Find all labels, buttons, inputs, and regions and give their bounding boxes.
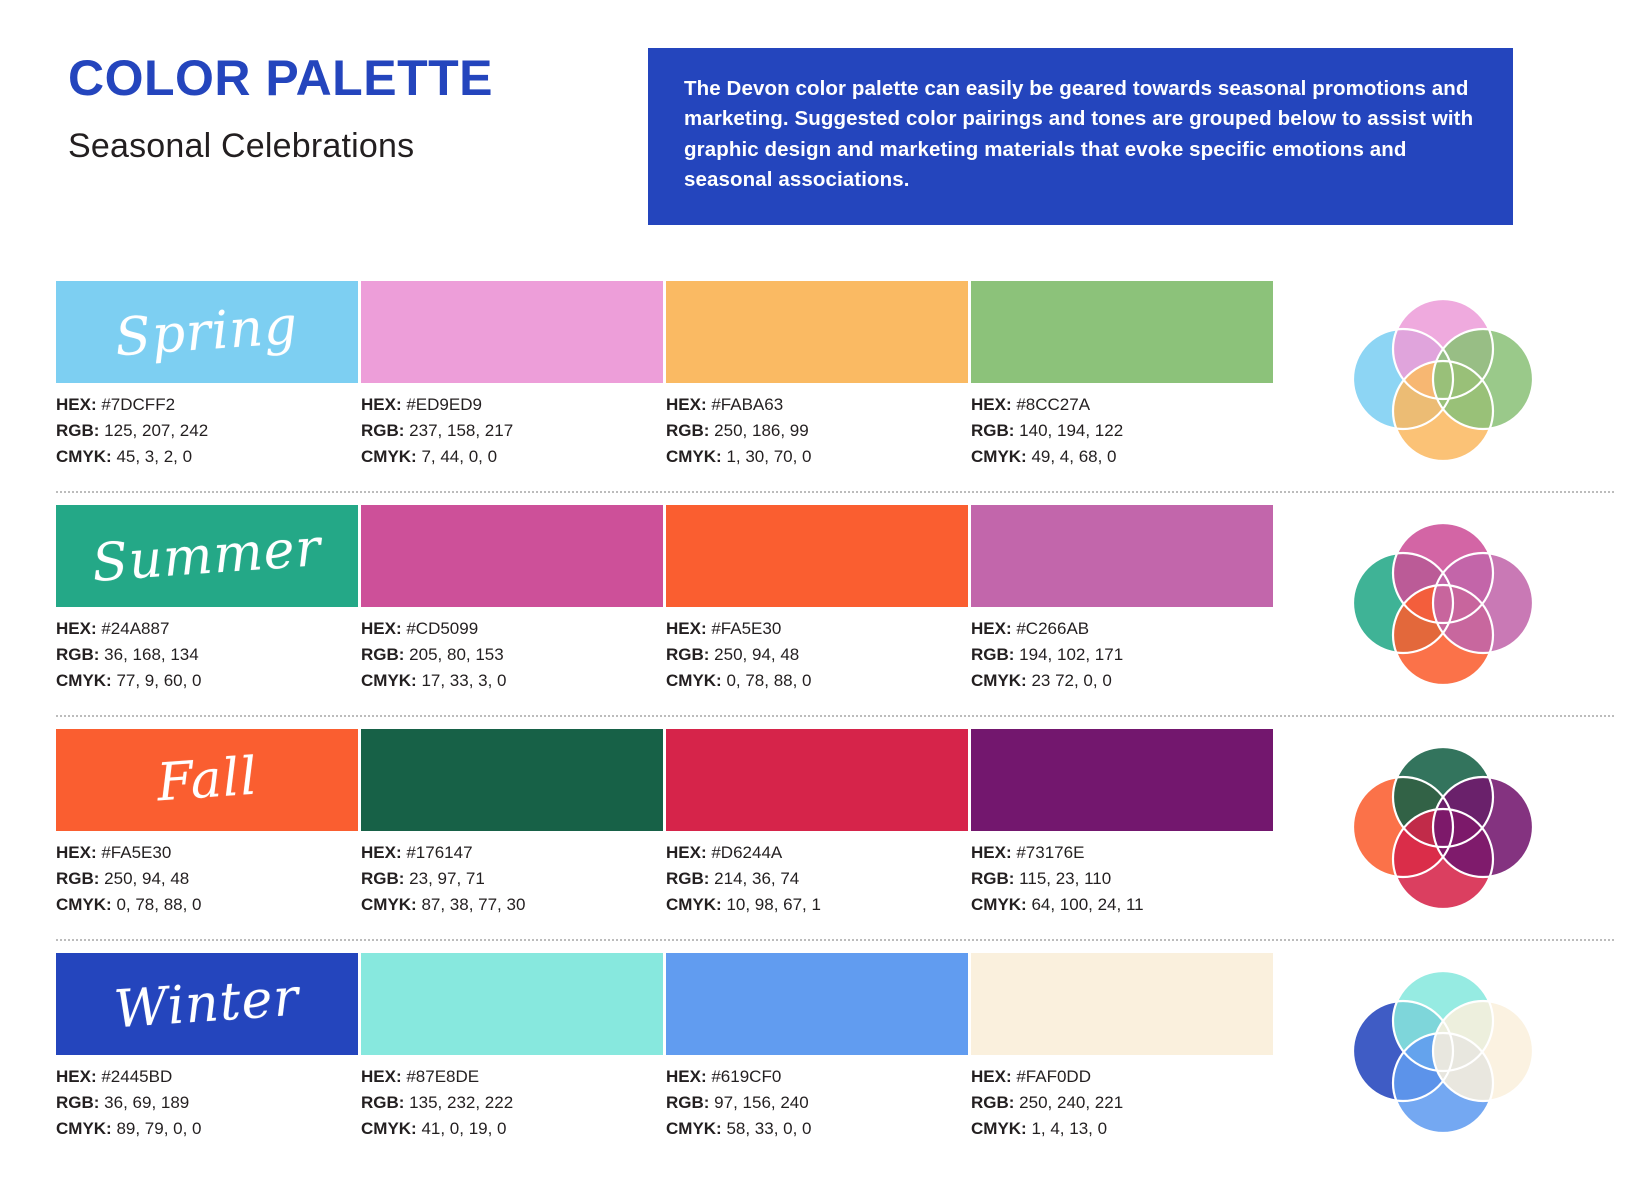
swatch-meta bbox=[666, 392, 968, 469]
swatch-hex: HEX: #FAF0DD bbox=[971, 1067, 1091, 1087]
swatch-cell[interactable] bbox=[56, 505, 358, 693]
intro-text: The Devon color palette can easily be geared towards seasonal promotions and marketing. Suggested color pairings and tones are grouped below to assist with graphic design and marketing materials that evoke specific emotions and seasonal associations. bbox=[684, 77, 1474, 191]
swatch-hex: HEX: #C266AB bbox=[971, 619, 1090, 639]
swatch-hex: HEX: #7DCFF2 bbox=[56, 395, 176, 415]
swatch-cell[interactable] bbox=[666, 281, 968, 469]
swatch-cmyk: CMYK: 23 72, 0, 0 bbox=[971, 670, 1112, 690]
swatch-cell[interactable] bbox=[971, 281, 1273, 469]
swatch-cmyk: CMYK: 1, 30, 70, 0 bbox=[666, 446, 812, 466]
swatch-hex: HEX: #FA5E30 bbox=[56, 843, 172, 863]
swatch-cmyk: CMYK: 0, 78, 88, 0 bbox=[56, 894, 202, 914]
swatch-rgb: RGB: 237, 158, 217 bbox=[361, 421, 514, 441]
palette-rows bbox=[0, 269, 1652, 1163]
swatch-rgb: RGB: 36, 69, 189 bbox=[56, 1093, 190, 1113]
color-swatch[interactable] bbox=[971, 505, 1273, 607]
venn-diagram-0 bbox=[1331, 281, 1559, 481]
color-swatch[interactable] bbox=[666, 281, 968, 383]
swatch-hex: HEX: #619CF0 bbox=[666, 1067, 782, 1087]
swatch-hex: HEX: #2445BD bbox=[56, 1067, 173, 1087]
swatch-rgb: RGB: 250, 94, 48 bbox=[56, 869, 190, 889]
color-swatch[interactable] bbox=[361, 505, 663, 607]
intro-callout bbox=[648, 48, 1513, 225]
swatch-meta bbox=[56, 840, 358, 917]
color-swatch[interactable] bbox=[971, 281, 1273, 383]
swatch-cmyk: CMYK: 0, 78, 88, 0 bbox=[666, 670, 812, 690]
swatch-cmyk: CMYK: 58, 33, 0, 0 bbox=[666, 1118, 812, 1138]
swatch-hex: HEX: #87E8DE bbox=[361, 1067, 480, 1087]
swatch-hex: HEX: #ED9ED9 bbox=[361, 395, 482, 415]
swatch-meta bbox=[666, 616, 968, 693]
venn-cell bbox=[1276, 281, 1614, 481]
swatch-cell[interactable] bbox=[971, 505, 1273, 693]
swatch-hex: HEX: #FABA63 bbox=[666, 395, 784, 415]
swatch-meta bbox=[361, 1064, 663, 1141]
swatch-cmyk: CMYK: 7, 44, 0, 0 bbox=[361, 446, 498, 466]
title-block bbox=[68, 44, 648, 166]
swatch-cmyk: CMYK: 10, 98, 67, 1 bbox=[666, 894, 821, 914]
swatch-cell[interactable] bbox=[361, 729, 663, 917]
swatch-rgb: RGB: 97, 156, 240 bbox=[666, 1093, 809, 1113]
swatch-cmyk: CMYK: 45, 3, 2, 0 bbox=[56, 446, 193, 466]
swatch-rgb: RGB: 125, 207, 242 bbox=[56, 421, 209, 441]
swatch-hex: HEX: #176147 bbox=[361, 843, 473, 863]
swatch-meta bbox=[971, 392, 1273, 469]
swatch-meta bbox=[971, 616, 1273, 693]
color-swatch[interactable] bbox=[56, 281, 358, 383]
page-subtitle: Seasonal Celebrations bbox=[68, 126, 415, 165]
season-row bbox=[56, 493, 1614, 717]
venn-diagram-1 bbox=[1331, 505, 1559, 705]
swatch-hex: HEX: #FA5E30 bbox=[666, 619, 782, 639]
swatch-meta bbox=[56, 1064, 358, 1141]
venn-cell bbox=[1276, 729, 1614, 929]
swatch-cmyk: CMYK: 49, 4, 68, 0 bbox=[971, 446, 1117, 466]
swatch-cmyk: CMYK: 17, 33, 3, 0 bbox=[361, 670, 507, 690]
swatch-meta bbox=[56, 392, 358, 469]
swatch-cmyk: CMYK: 41, 0, 19, 0 bbox=[361, 1118, 507, 1138]
color-swatch[interactable] bbox=[56, 953, 358, 1055]
season-row bbox=[56, 717, 1614, 941]
color-swatch[interactable] bbox=[666, 505, 968, 607]
venn-diagram-2 bbox=[1331, 729, 1559, 929]
swatch-hex: HEX: #24A887 bbox=[56, 619, 170, 639]
swatch-rgb: RGB: 115, 23, 110 bbox=[971, 869, 1112, 889]
venn-diagram-3 bbox=[1331, 953, 1559, 1153]
swatch-rgb: RGB: 205, 80, 153 bbox=[361, 645, 504, 665]
season-label: Fall bbox=[154, 746, 260, 814]
swatch-meta bbox=[361, 616, 663, 693]
swatch-cmyk: CMYK: 1, 4, 13, 0 bbox=[971, 1118, 1108, 1138]
swatch-hex: HEX: #D6244A bbox=[666, 843, 783, 863]
color-swatch[interactable] bbox=[361, 281, 663, 383]
swatch-cmyk: CMYK: 64, 100, 24, 11 bbox=[971, 894, 1144, 914]
swatch-rgb: RGB: 36, 168, 134 bbox=[56, 645, 199, 665]
color-swatch[interactable] bbox=[361, 729, 663, 831]
swatch-cell[interactable] bbox=[361, 281, 663, 469]
swatch-cell[interactable] bbox=[361, 505, 663, 693]
swatch-cmyk: CMYK: 89, 79, 0, 0 bbox=[56, 1118, 202, 1138]
season-row bbox=[56, 941, 1614, 1163]
swatch-meta bbox=[971, 1064, 1273, 1141]
color-swatch[interactable] bbox=[666, 729, 968, 831]
swatch-cell[interactable] bbox=[666, 729, 968, 917]
swatch-meta bbox=[361, 840, 663, 917]
swatch-cell[interactable] bbox=[666, 505, 968, 693]
swatch-rgb: RGB: 135, 232, 222 bbox=[361, 1093, 514, 1113]
swatch-cell[interactable] bbox=[56, 729, 358, 917]
swatch-meta bbox=[56, 616, 358, 693]
swatch-meta bbox=[666, 840, 968, 917]
swatch-meta bbox=[666, 1064, 968, 1141]
swatch-hex: HEX: #8CC27A bbox=[971, 395, 1091, 415]
swatch-cell[interactable] bbox=[361, 953, 663, 1141]
venn-cell bbox=[1276, 505, 1614, 705]
swatch-cell[interactable] bbox=[971, 729, 1273, 917]
venn-cell bbox=[1276, 953, 1614, 1153]
season-label: Spring bbox=[113, 295, 301, 369]
swatch-rgb: RGB: 194, 102, 171 bbox=[971, 645, 1124, 665]
color-swatch[interactable] bbox=[666, 953, 968, 1055]
swatch-meta bbox=[971, 840, 1273, 917]
color-swatch[interactable] bbox=[361, 953, 663, 1055]
season-label: Summer bbox=[90, 518, 324, 595]
swatch-cmyk: CMYK: 77, 9, 60, 0 bbox=[56, 670, 202, 690]
swatch-rgb: RGB: 250, 186, 99 bbox=[666, 421, 809, 441]
swatch-rgb: RGB: 250, 240, 221 bbox=[971, 1093, 1124, 1113]
swatch-cell[interactable] bbox=[56, 953, 358, 1141]
season-label: Winter bbox=[112, 967, 302, 1041]
color-swatch[interactable] bbox=[56, 729, 358, 831]
swatch-meta bbox=[361, 392, 663, 469]
season-row bbox=[56, 269, 1614, 493]
swatch-rgb: RGB: 140, 194, 122 bbox=[971, 421, 1124, 441]
color-swatch[interactable] bbox=[56, 505, 358, 607]
swatch-rgb: RGB: 250, 94, 48 bbox=[666, 645, 800, 665]
swatch-cmyk: CMYK: 87, 38, 77, 30 bbox=[361, 894, 526, 914]
swatch-cell[interactable] bbox=[971, 953, 1273, 1141]
color-swatch[interactable] bbox=[971, 953, 1273, 1055]
page-header bbox=[0, 0, 1652, 225]
swatch-hex: HEX: #73176E bbox=[971, 843, 1085, 863]
page-title: COLOR PALETTE bbox=[68, 50, 494, 106]
color-swatch[interactable] bbox=[971, 729, 1273, 831]
swatch-cell[interactable] bbox=[666, 953, 968, 1141]
swatch-hex: HEX: #CD5099 bbox=[361, 619, 479, 639]
swatch-rgb: RGB: 214, 36, 74 bbox=[666, 869, 800, 889]
swatch-rgb: RGB: 23, 97, 71 bbox=[361, 869, 485, 889]
swatch-cell[interactable] bbox=[56, 281, 358, 469]
